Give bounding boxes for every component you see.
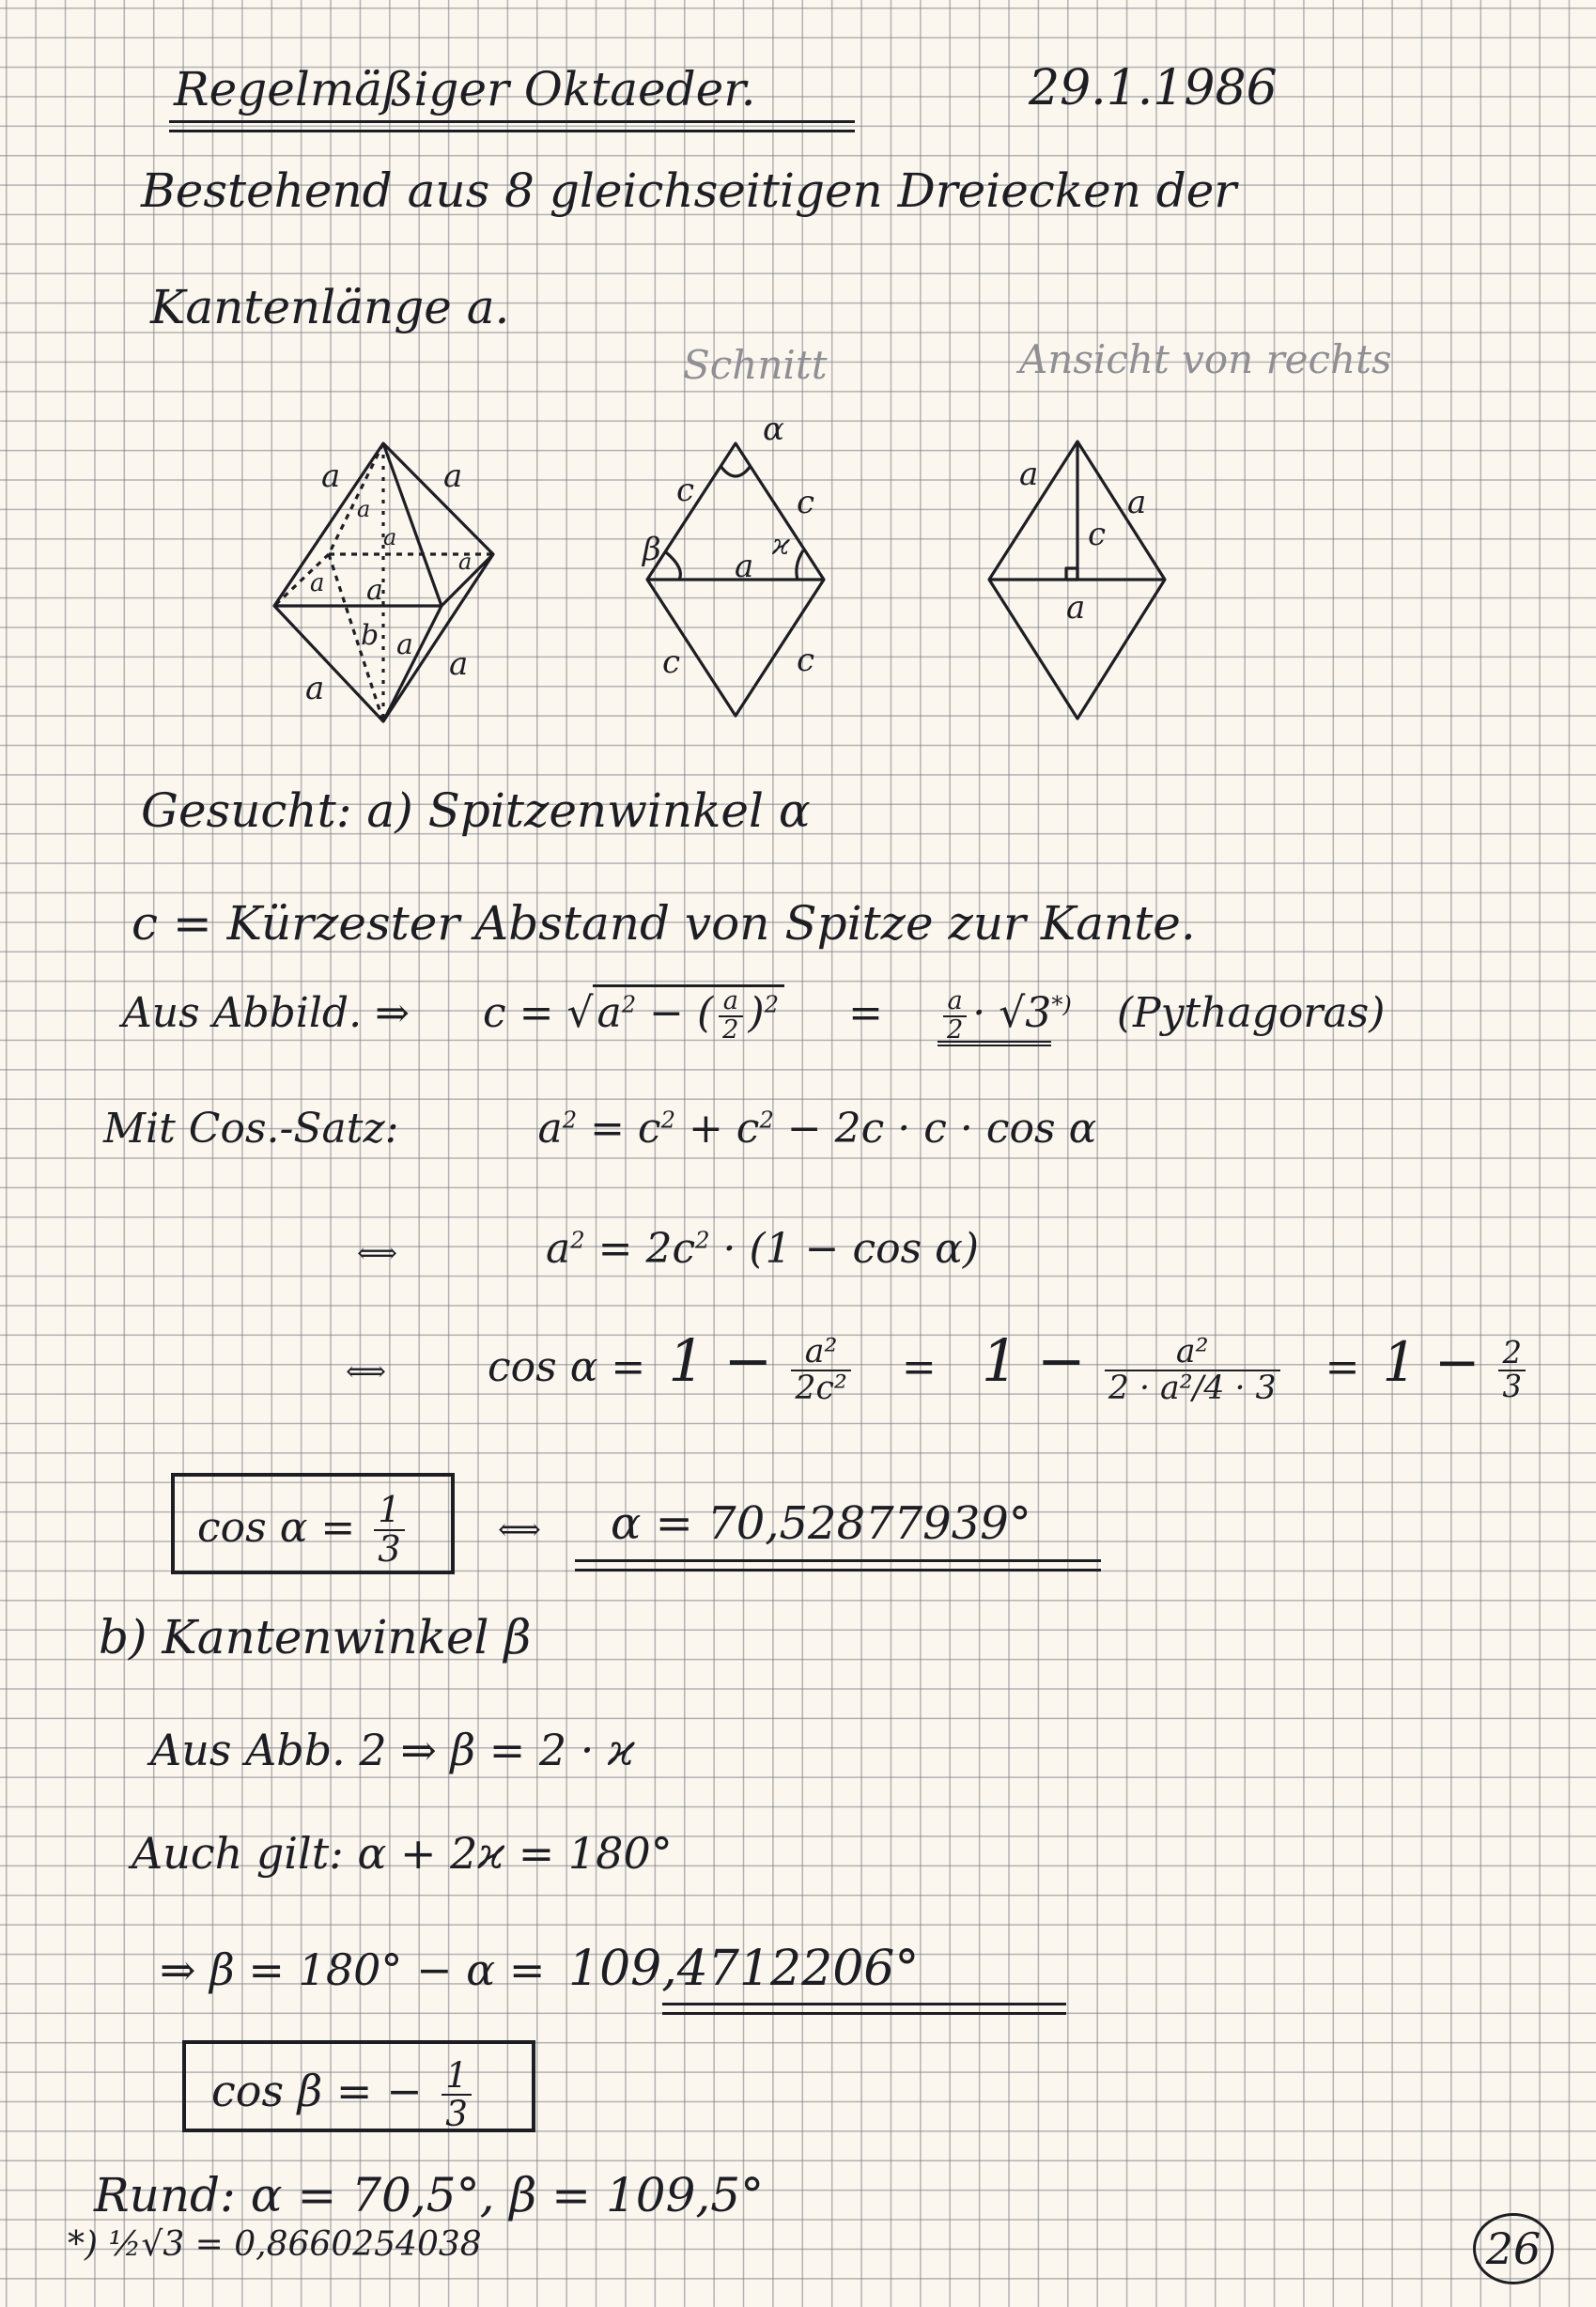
side-label-c: c	[1088, 516, 1107, 553]
part-b-line-3: ⇒ β = 180° − α = 109,4712206°	[160, 1941, 920, 1997]
alpha-result: α = 70,52877939°	[611, 1497, 1031, 1550]
section-label-c-2: c	[797, 484, 815, 521]
page-number: 26	[1473, 2213, 1554, 2284]
section-label-a: a	[735, 548, 754, 585]
pyth-lead: Aus Abbild. ⇒	[122, 989, 410, 1038]
section-label-kappa: ϰ	[772, 529, 790, 562]
part-a-heading: Gesucht: a) Spitzenwinkel α	[141, 783, 811, 838]
octa-label-b: b	[361, 619, 380, 652]
section-caption: Schnitt	[683, 342, 828, 388]
definition-c: c = Kürzester Abstand von Spitze zur Kante.	[132, 896, 1196, 951]
octa-label-a-2: a	[443, 457, 463, 495]
cos-rule-line: Mit Cos.-Satz: $a^2 = c^2 + c^2 - 2c \cdot c \cdot \cos \alpha$	[103, 1105, 1097, 1153]
section-label-c-4: c	[797, 642, 815, 679]
octa-label-a-4: a	[383, 524, 397, 550]
alpha-result-underline	[575, 1559, 1101, 1562]
side-view-caption: Ansicht von rechts	[1019, 336, 1392, 382]
side-label-a-2: a	[1127, 484, 1147, 521]
section-label-beta: β	[643, 531, 661, 568]
sqrt-sign: √	[566, 989, 594, 1038]
footnote: *) ½√3 = 0,8660254038	[68, 2225, 482, 2264]
part-b-line-1: Aus Abb. 2 ⇒ β = 2 · ϰ	[150, 1725, 635, 1775]
pyth-eq: =	[848, 989, 883, 1038]
cos-beta-boxed: cos β = − $\frac{1}{3}$	[211, 2057, 477, 2132]
title-underline-2	[169, 130, 855, 132]
section-label-alpha: α	[763, 410, 784, 448]
step2-lead: ⟺	[346, 1355, 387, 1388]
title-underline	[169, 120, 855, 123]
part-b-line-2: Auch gilt: α + 2ϰ = 180°	[132, 1828, 673, 1879]
cos-rule-lead: Mit Cos.-Satz:	[103, 1105, 399, 1153]
right-angle-mark	[1066, 568, 1077, 580]
octa-label-a-5: a	[458, 549, 473, 575]
alpha-arc	[721, 466, 751, 476]
page-title: Regelmäßiger Oktaeder.	[174, 62, 756, 116]
alpha-result-lead: ⟺	[498, 1511, 541, 1547]
edge-bottom-front	[383, 606, 442, 721]
side-label-a-1: a	[1019, 456, 1039, 493]
step1-line: ⟺ $a^2 = 2c^2 \cdot (1 - \cos \alpha)$	[357, 1225, 980, 1273]
section-label-c-1: c	[676, 472, 695, 509]
pythagoras-line	[122, 988, 1385, 1044]
part-b-heading: b) Kantenwinkel β	[99, 1610, 532, 1664]
octahedron-figure	[263, 432, 507, 733]
cos-alpha-boxed: cos α = $\frac{1}{3}$	[197, 1492, 411, 1570]
kappa-arc	[797, 550, 803, 580]
intro-line-1: Bestehend aus 8 gleichseitigen Dreiecken der	[141, 163, 1237, 218]
octa-label-a-10: a	[305, 670, 325, 707]
octa-label-a-1: a	[321, 457, 341, 495]
sqrt-radicand: $a^2$ − ( $\frac{a}{2}$ )$^2$	[593, 984, 784, 1037]
date: 29.1.1986	[1029, 60, 1278, 116]
side-label-a-3: a	[1066, 589, 1086, 627]
section-label-c-3: c	[662, 643, 681, 681]
octa-label-a-9: a	[449, 645, 469, 683]
step2-line: ⟺ cos α = 1 − $\frac{\text{a²}}{\text{2c²}}$ = 1 − $\frac{\text{a²}}{\text{2 · a²/4 · 3}}$ = 1 − $\frac{2}{3}$	[346, 1332, 1531, 1405]
beta-arc	[666, 552, 680, 580]
beta-result-underline-2	[662, 2012, 1066, 2015]
octa-label-a-3: a	[357, 496, 371, 522]
octa-label-a-8: a	[396, 628, 413, 661]
pyth-note: (Pythagoras)	[1116, 989, 1386, 1038]
beta-result-underline	[662, 2003, 1066, 2005]
alpha-result-underline-2	[575, 1569, 1101, 1572]
octa-label-a-6: a	[310, 569, 325, 597]
step1-lead: ⟺	[357, 1237, 398, 1270]
octa-label-a-7: a	[366, 574, 383, 607]
intro-line-2: Kantenlänge a.	[150, 280, 510, 334]
pyth-star: *)	[1051, 991, 1072, 1018]
pyth-result: $\frac{a}{2}$ · √3	[937, 989, 1051, 1046]
pyth-c-eq: c =	[482, 989, 554, 1038]
beta-result: 109,4712206°	[568, 1941, 920, 1997]
rounded-values: Rund: α = 70,5°, β = 109,5°	[94, 2168, 765, 2222]
